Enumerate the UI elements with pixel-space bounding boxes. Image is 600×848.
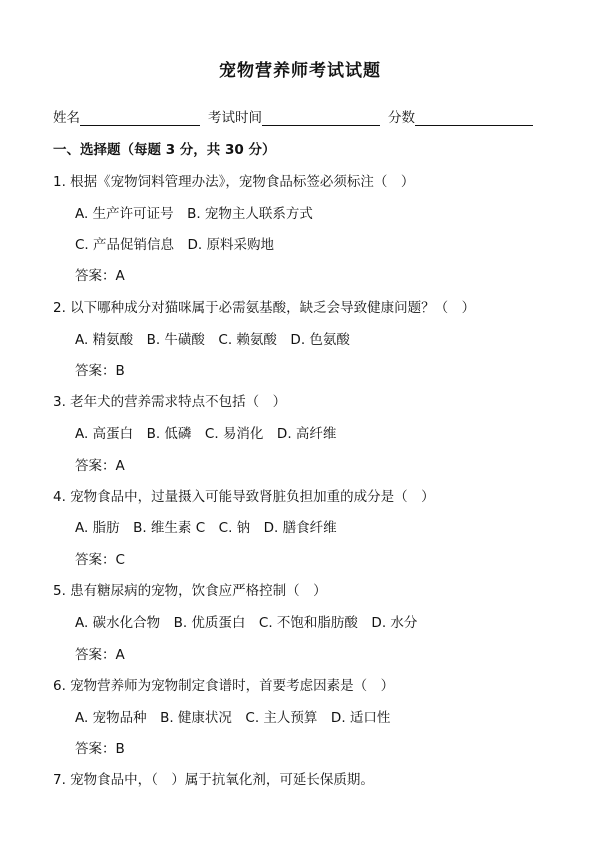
exam-time-label: 考试时间 [208, 110, 262, 126]
name-label: 姓名 [53, 110, 80, 126]
question-2-options: A. 精氨酸 B. 牛磺酸 C. 赖氨酸 D. 色氨酸 [75, 332, 350, 348]
question-2: 2. 以下哪种成分对猫咪属于必需氨基酸，缺乏会导致健康问题？（ ） [53, 300, 476, 316]
question-4-options: A. 脂肪 B. 维生素 C C. 钠 D. 膳食纤维 [75, 520, 337, 536]
question-6-answer: 答案：B [75, 741, 125, 757]
score-blank[interactable] [415, 110, 533, 126]
question-1-options-b: C. 产品促销信息 D. 原料采购地 [75, 237, 274, 253]
section-title: 一、选择题（每题 3 分，共 30 分） [53, 142, 276, 158]
question-5-options: A. 碳水化合物 B. 优质蛋白 C. 不饱和脂肪酸 D. 水分 [75, 615, 418, 631]
name-blank[interactable] [80, 110, 200, 126]
question-6: 6. 宠物营养师为宠物制定食谱时，首要考虑因素是（ ） [53, 678, 395, 694]
question-2-answer: 答案：B [75, 363, 125, 379]
question-5-answer: 答案：A [75, 647, 125, 663]
exam-time-blank[interactable] [262, 110, 380, 126]
question-3: 3. 老年犬的营养需求特点不包括（ ） [53, 394, 287, 410]
question-5: 5. 患有糖尿病的宠物，饮食应严格控制（ ） [53, 583, 327, 599]
question-1: 1. 根据《宠物饲料管理办法》，宠物食品标签必须标注（ ） [53, 174, 415, 190]
question-6-options: A. 宠物品种 B. 健康状况 C. 主人预算 D. 适口性 [75, 710, 391, 726]
question-1-answer: 答案：A [75, 268, 125, 284]
question-1-options-a: A. 生产许可证号 B. 宠物主人联系方式 [75, 206, 313, 222]
question-4-answer: 答案：C [75, 552, 125, 568]
question-3-answer: 答案：A [75, 458, 125, 474]
question-3-options: A. 高蛋白 B. 低磷 C. 易消化 D. 高纤维 [75, 426, 337, 442]
question-7: 7. 宠物食品中，（ ）属于抗氧化剂，可延长保质期。 [53, 772, 374, 788]
student-info-row [53, 106, 541, 126]
question-4: 4. 宠物食品中，过量摄入可能导致肾脏负担加重的成分是（ ） [53, 489, 435, 505]
page-title: 宠物营养师考试试题 [219, 61, 381, 81]
score-label: 分数 [388, 110, 415, 126]
